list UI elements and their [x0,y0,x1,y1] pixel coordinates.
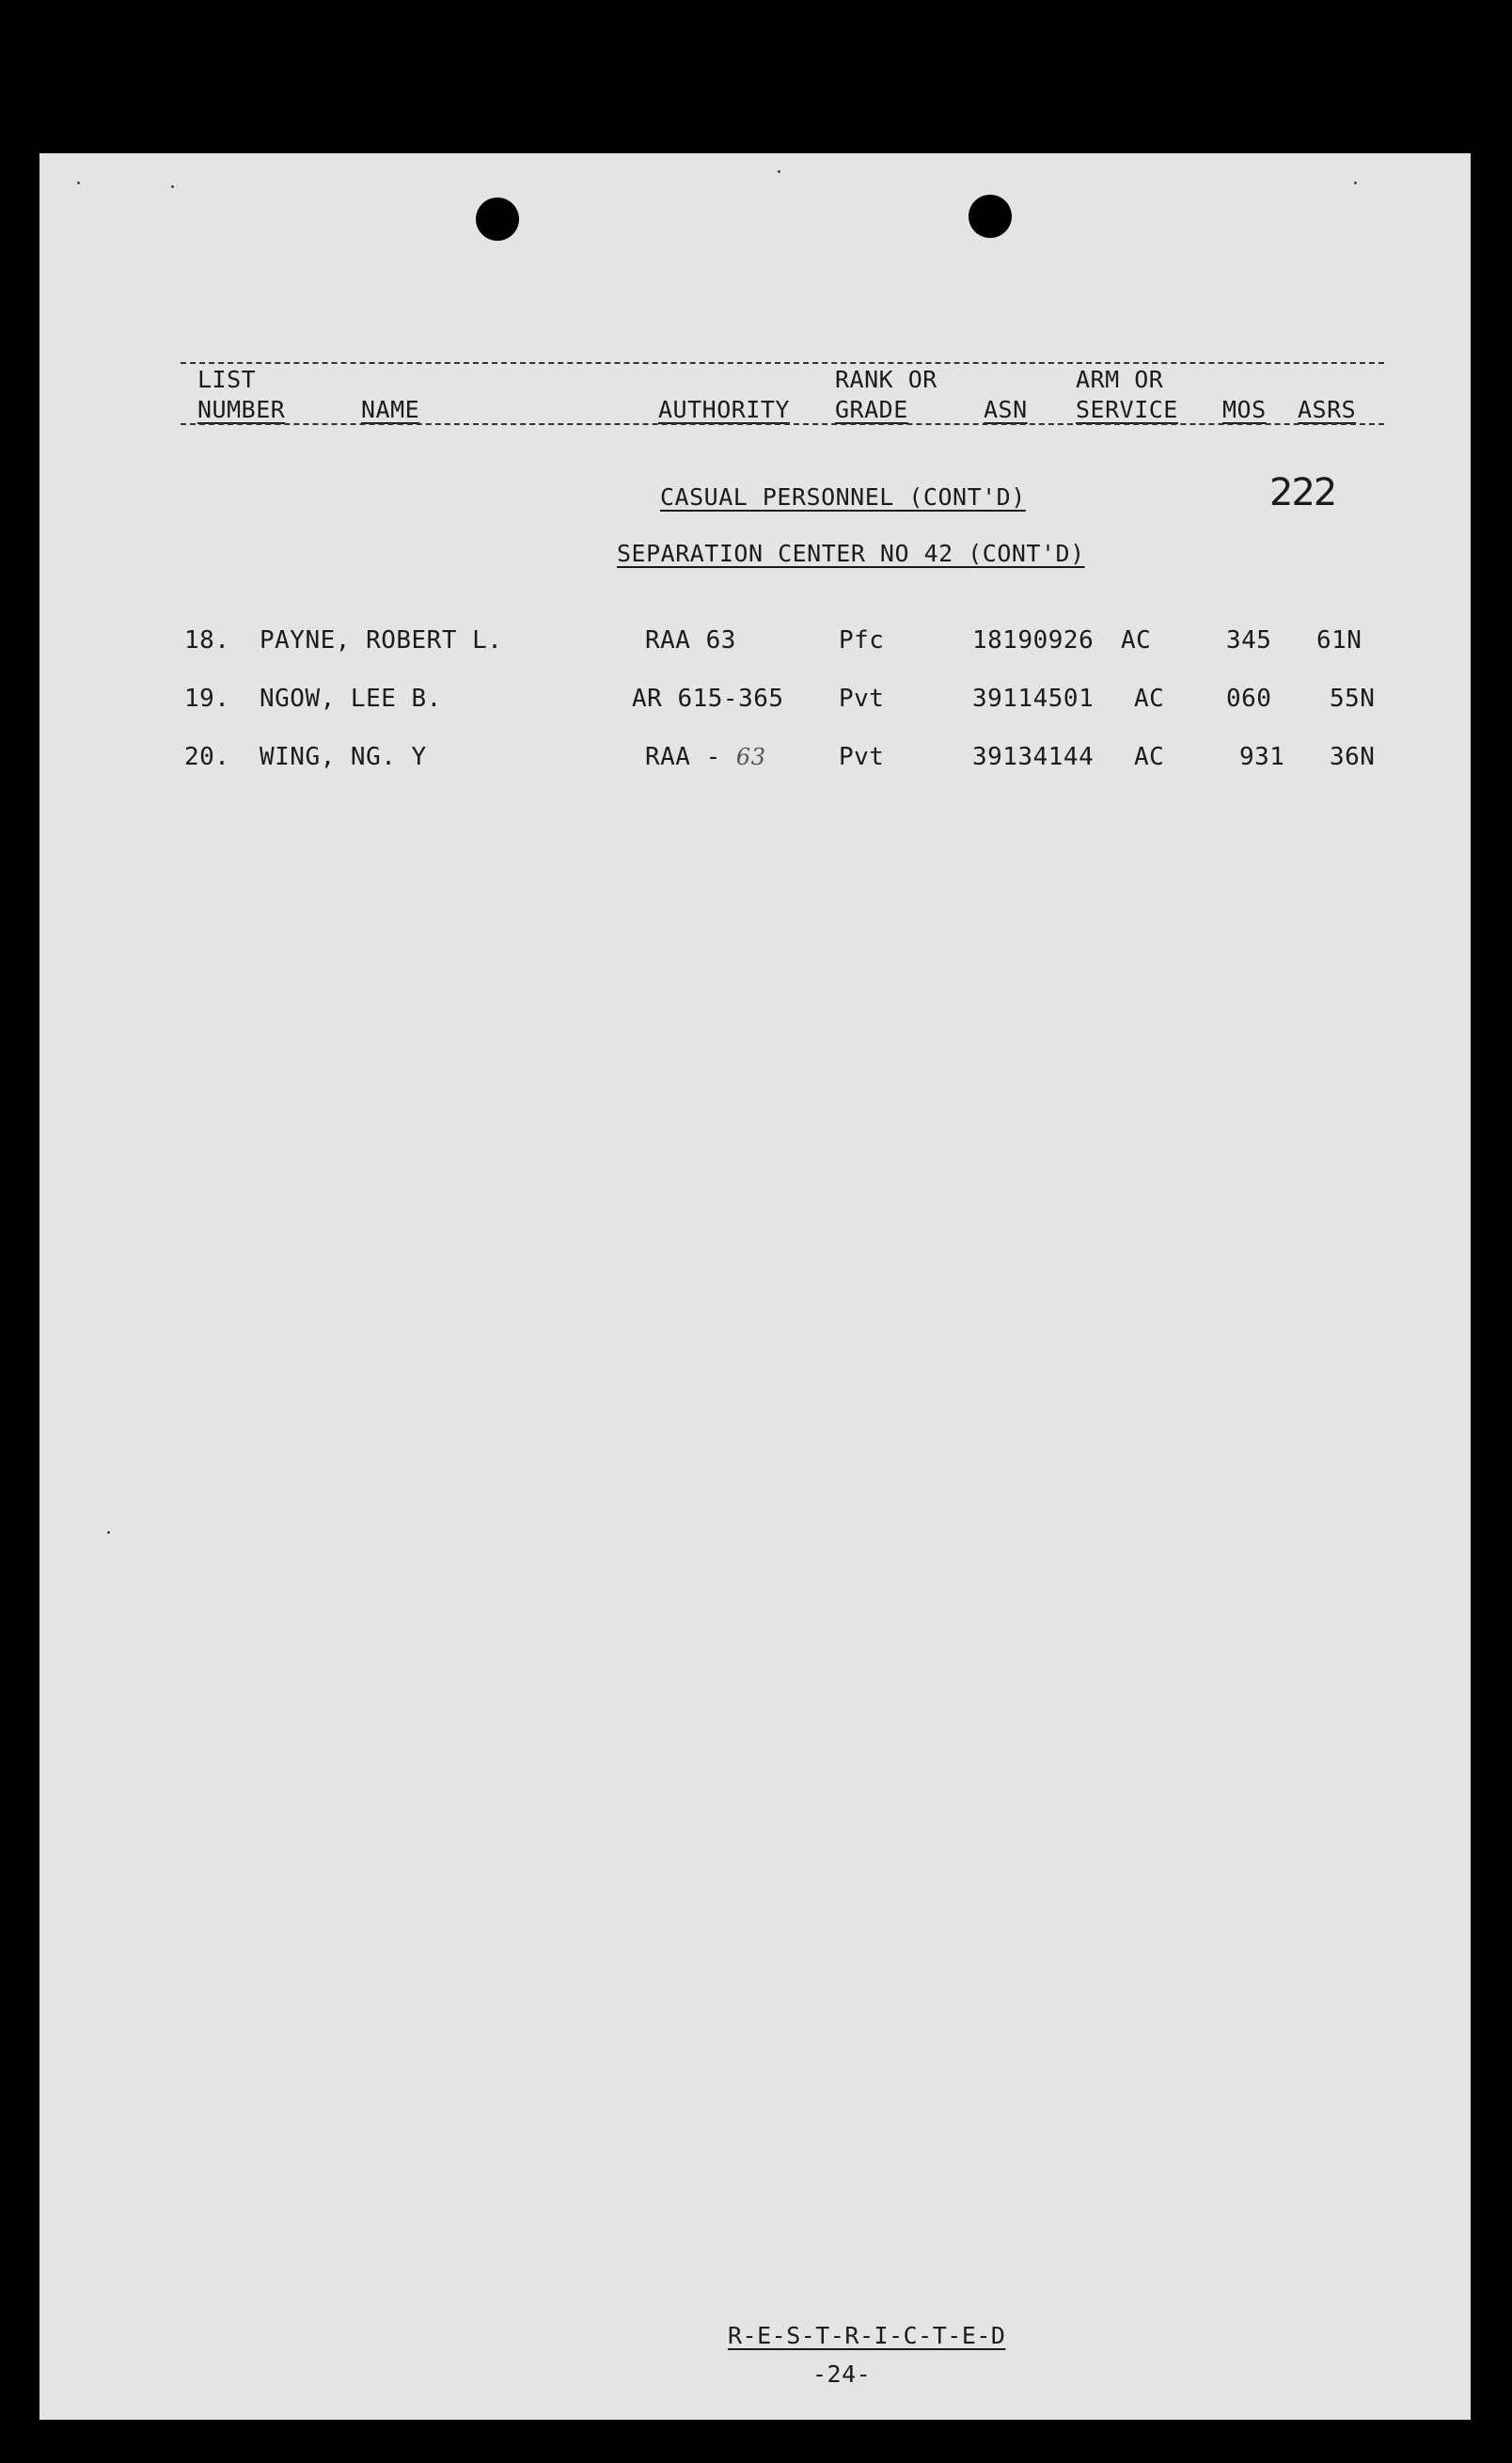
row-authority-typed: RAA - [645,743,736,771]
punch-hole-left [476,197,519,241]
row-grade: Pfc [839,626,885,655]
row-list-number: 19. [184,685,230,713]
document-page [39,153,1471,2420]
row-asrs: 61N [1316,626,1362,655]
row-grade: Pvt [839,743,885,771]
page-stamp: 222 [1269,471,1336,514]
scan-speck [1354,182,1357,184]
row-mos: 345 [1226,626,1272,655]
row-asn: 39114501 [972,685,1095,713]
row-arm: AC [1134,685,1165,713]
row-asrs: 36N [1330,743,1376,771]
scan-speck [171,185,174,188]
row-arm: AC [1121,626,1152,655]
row-grade: Pvt [839,685,885,713]
scan-speck [778,170,780,173]
row-list-number: 18. [184,626,230,655]
row-list-number: 20. [184,743,230,771]
header-arm-bottom: SERVICE [1076,396,1178,423]
page-number: -24- [812,2360,872,2388]
row-authority: AR 615-365 [632,685,784,713]
header-asn: ASN [984,396,1028,423]
row-mos: 931 [1239,743,1285,771]
header-list-top: LIST [197,366,257,393]
header-asrs: ASRS [1298,396,1357,423]
row-asrs: 55N [1330,685,1376,713]
classification-footer: R-E-S-T-R-I-C-T-E-D [728,2322,1006,2349]
header-rank-bottom: GRADE [835,396,908,423]
punch-hole-right [969,195,1012,238]
header-list-bottom: NUMBER [197,396,286,423]
header-authority: AUTHORITY [658,396,790,423]
header-arm-top: ARM OR [1076,366,1164,393]
row-mos: 060 [1226,685,1272,713]
header-bottom-rule [181,423,1384,425]
scan-speck [77,182,80,184]
row-asn: 18190926 [972,626,1095,655]
header-top-rule [181,362,1384,364]
subsection-title: SEPARATION CENTER NO 42 (CONT'D) [617,540,1085,567]
row-arm: AC [1134,743,1165,771]
section-title: CASUAL PERSONNEL (CONT'D) [660,483,1026,511]
scan-speck [107,1531,110,1534]
row-name: NGOW, LEE B. [260,685,442,713]
header-name: NAME [361,396,420,423]
row-authority-handwritten: 63 [735,744,766,770]
header-rank-top: RANK OR [835,366,937,393]
row-authority [645,743,765,771]
row-name: PAYNE, ROBERT L. [260,626,503,655]
row-name: WING, NG. Y [260,743,427,771]
row-asn: 39134144 [972,743,1095,771]
row-authority: RAA 63 [645,626,736,655]
header-mos: MOS [1222,396,1267,423]
